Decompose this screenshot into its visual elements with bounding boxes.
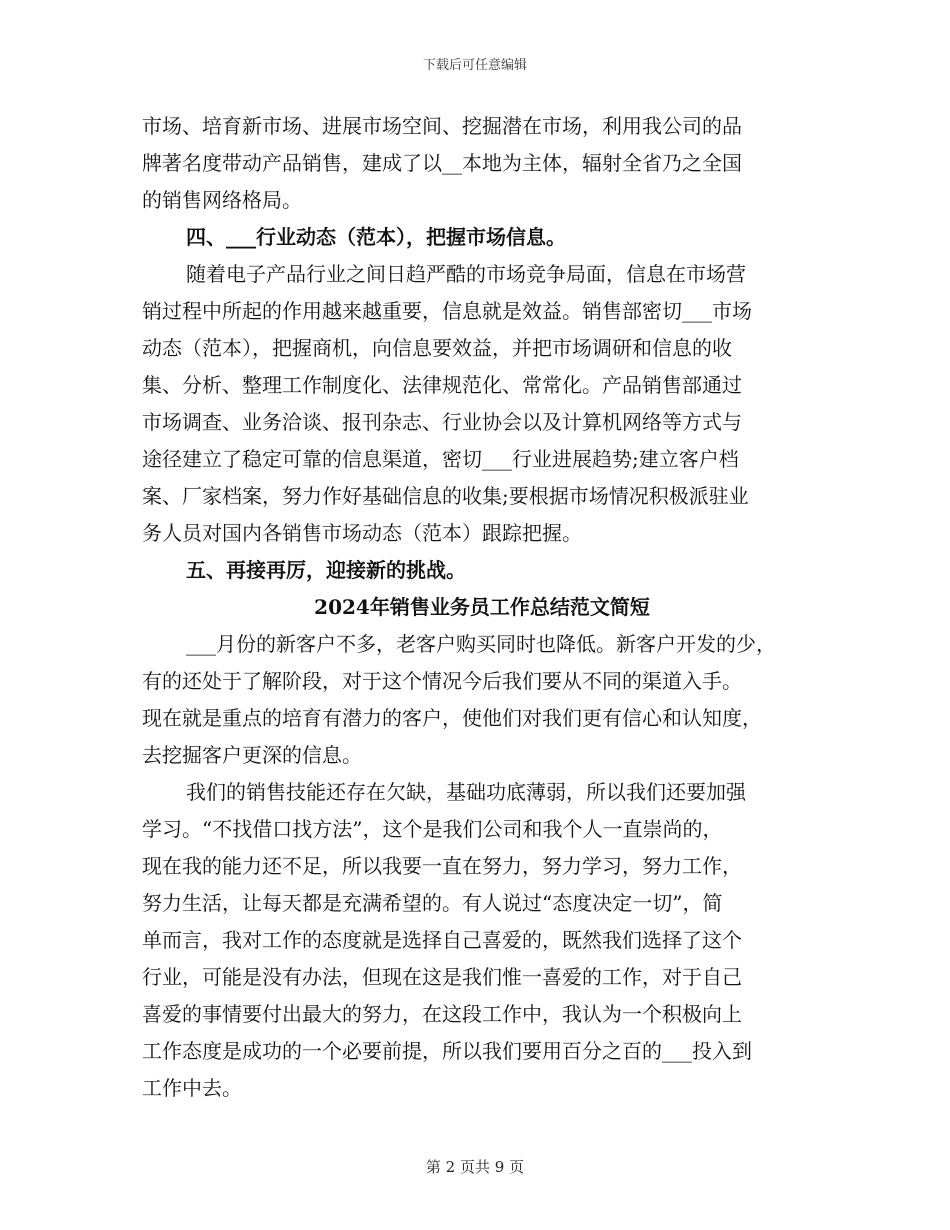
- body-line: 单而言，我对工作的态度就是选择自己喜爱的，既然我们选择了这个: [142, 928, 742, 952]
- section-heading-four: 四、___行业动态（范本），把握市场信息。: [186, 225, 566, 249]
- body-line: 行业，可能是没有办法，但现在这是我们惟一喜爱的工作，对于自己: [142, 965, 742, 989]
- document-body: [142, 108, 822, 1107]
- body-line: 市场、培育新市场、进展市场空间、挖掘潜在市场，利用我公司的品: [142, 114, 742, 138]
- body-line: 动态（范本），把握商机，向信息要效益，并把市场调研和信息的收: [142, 336, 732, 360]
- body-line: 案、厂家档案，努力作好基础信息的收集;要根据市场情况积极派驻业: [142, 484, 749, 508]
- document-title: 2024年销售业务员工作总结范文简短: [314, 595, 650, 619]
- body-line: 现在我的能力还不足，所以我要一直在努力，努力学习，努力工作，: [142, 854, 742, 878]
- body-line: 去挖掘客户更深的信息。: [142, 743, 362, 767]
- body-line: 现在就是重点的培育有潜力的客户，使他们对我们更有信心和认知度，: [142, 706, 762, 730]
- body-line: 学习。“不找借口找方法”，这个是我们公司和我个人一直崇尚的，: [142, 817, 723, 841]
- page-header: 下载后可任意编辑: [422, 58, 527, 73]
- body-line: 工作态度是成功的一个必要前提，所以我们要用百分之百的___投入到: [142, 1039, 752, 1063]
- body-line: 的销售网络格局。: [142, 188, 302, 212]
- section-heading-five: 五、再接再厉，迎接新的挑战。: [186, 558, 466, 582]
- body-line: 途径建立了稳定可靠的信息渠道，密切___行业进展趋势;建立客户档: [142, 447, 739, 471]
- body-line: ___月份的新客户不多，老客户购买同时也降低。新客户开发的少，: [186, 632, 776, 656]
- body-line: 有的还处于了解阶段，对于这个情况今后我们要从不同的渠道入手。: [142, 669, 742, 693]
- body-line: 我们的销售技能还存在欠缺，基础功底薄弱，所以我们还要加强: [186, 780, 746, 804]
- body-line: 牌著名度带动产品销售，建成了以__本地为主体，辐射全省乃之全国: [142, 151, 742, 175]
- body-line: 务人员对国内各销售市场动态（范本）跟踪把握。: [142, 521, 582, 545]
- body-line: 工作中去。: [142, 1076, 242, 1100]
- page-footer: 第 2 页共 9 页: [425, 1158, 525, 1176]
- body-line: 集、分析、整理工作制度化、法律规范化、常常化。产品销售部通过: [142, 373, 742, 397]
- body-line: 努力生活，让每天都是充满希望的。有人说过“态度决定一切”，简: [142, 891, 723, 915]
- body-line: 销过程中所起的作用越来越重要，信息就是效益。销售部密切___市场: [142, 299, 752, 323]
- body-line: 喜爱的事情要付出最大的努力，在这段工作中，我认为一个积极向上: [142, 1002, 742, 1026]
- body-line: 市场调查、业务洽谈、报刊杂志、行业协会以及计算机网络等方式与: [142, 410, 742, 434]
- body-line: 随着电子产品行业之间日趋严酷的市场竞争局面，信息在市场营: [186, 262, 746, 286]
